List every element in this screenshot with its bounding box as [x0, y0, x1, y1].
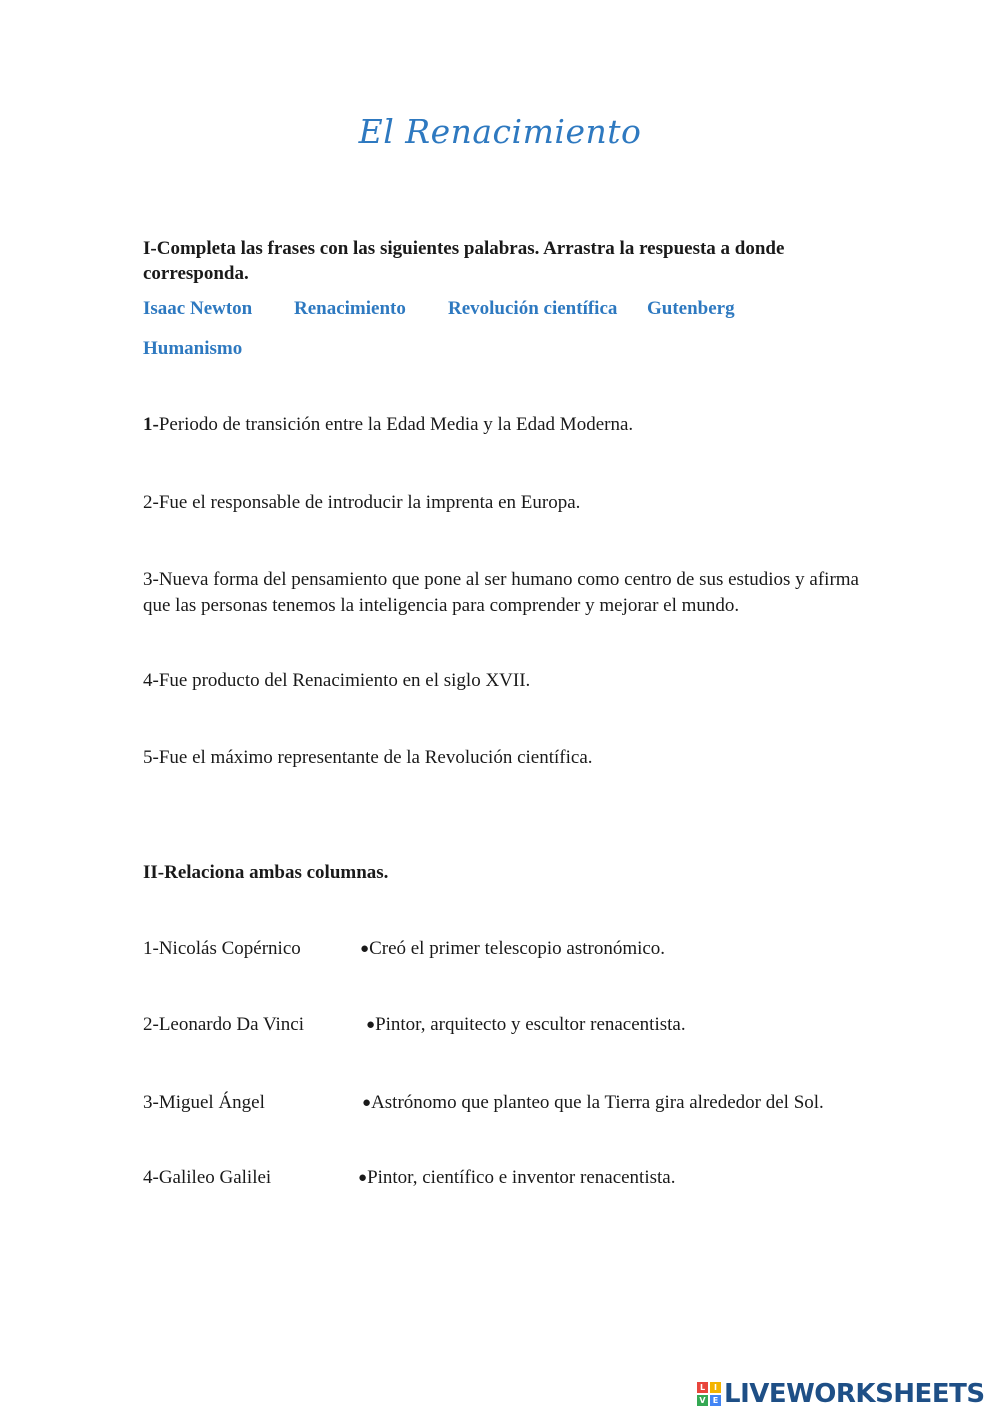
sentence-number: 5- — [143, 747, 159, 768]
sentence-text: Fue producto del Renacimiento en el siglo XVII. — [158, 670, 531, 691]
sentence-text: Fue el responsable de introducir la imprenta en Europa. — [158, 492, 581, 513]
match-right-item[interactable]: ●Astrónomo que planteo que la Tierra gira alrededor del Sol. — [362, 1092, 824, 1113]
match-left-item[interactable]: 2-Leonardo Da Vinci — [143, 1014, 305, 1035]
match-right-item[interactable]: ●Creó el primer telescopio astronómico. — [360, 938, 666, 959]
word-bank-item[interactable]: Revolución científica — [448, 298, 618, 319]
logo-letter: V — [697, 1395, 708, 1406]
logo-grid-icon — [697, 1382, 721, 1406]
match-left-item[interactable]: 3-Miguel Ángel — [143, 1092, 265, 1113]
word-bank-item[interactable]: Renacimiento — [294, 298, 406, 319]
word-bank-item[interactable]: Humanismo — [143, 338, 243, 359]
bullet-icon: ● — [366, 1017, 376, 1033]
brand-text: LIVEWORKSHEETS — [724, 1379, 985, 1409]
match-left-item[interactable]: 4-Galileo Galilei — [143, 1167, 272, 1188]
bullet-icon: ● — [358, 1170, 368, 1186]
sentence-5 — [143, 745, 863, 771]
section2-instruction: II-Relaciona ambas columnas. — [143, 862, 389, 883]
sentence-text: Nueva forma del pensamiento que pone al ser humano como centro de sus estudios y afirma que las personas tenemos la inteligencia para comprender y mejorar el mundo. — [143, 569, 859, 616]
match-right-item[interactable]: ●Pintor, arquitecto y escultor renacentista. — [366, 1014, 686, 1035]
word-bank-item[interactable]: Isaac Newton — [143, 298, 253, 319]
bullet-icon: ● — [360, 941, 370, 957]
page-title: El Renacimiento — [358, 112, 642, 151]
liveworksheets-logo — [697, 1378, 985, 1410]
bullet-icon: ● — [362, 1095, 372, 1111]
sentence-4 — [143, 668, 863, 694]
sentence-number: 3- — [143, 569, 159, 590]
word-bank-item[interactable]: Gutenberg — [647, 298, 735, 319]
sentence-number: 1- — [143, 414, 159, 435]
logo-letter: I — [710, 1382, 721, 1393]
logo-letter: L — [697, 1382, 708, 1393]
sentence-number: 2- — [143, 492, 159, 513]
sentence-number: 4- — [143, 670, 159, 691]
section1-instruction: I-Completa las frases con las siguientes palabras. Arrastra la respuesta a donde corresponda. — [143, 238, 785, 284]
sentence-1 — [143, 412, 863, 438]
sentence-text: Periodo de transición entre la Edad Media y la Edad Moderna. — [158, 414, 634, 435]
match-right-item[interactable]: ●Pintor, científico e inventor renacentista. — [358, 1167, 676, 1188]
sentence-2 — [143, 490, 863, 516]
logo-letter: E — [710, 1395, 721, 1406]
sentence-text: Fue el máximo representante de la Revolución científica. — [158, 747, 593, 768]
match-left-item[interactable]: 1-Nicolás Copérnico — [143, 938, 301, 959]
sentence-3 — [143, 567, 863, 619]
